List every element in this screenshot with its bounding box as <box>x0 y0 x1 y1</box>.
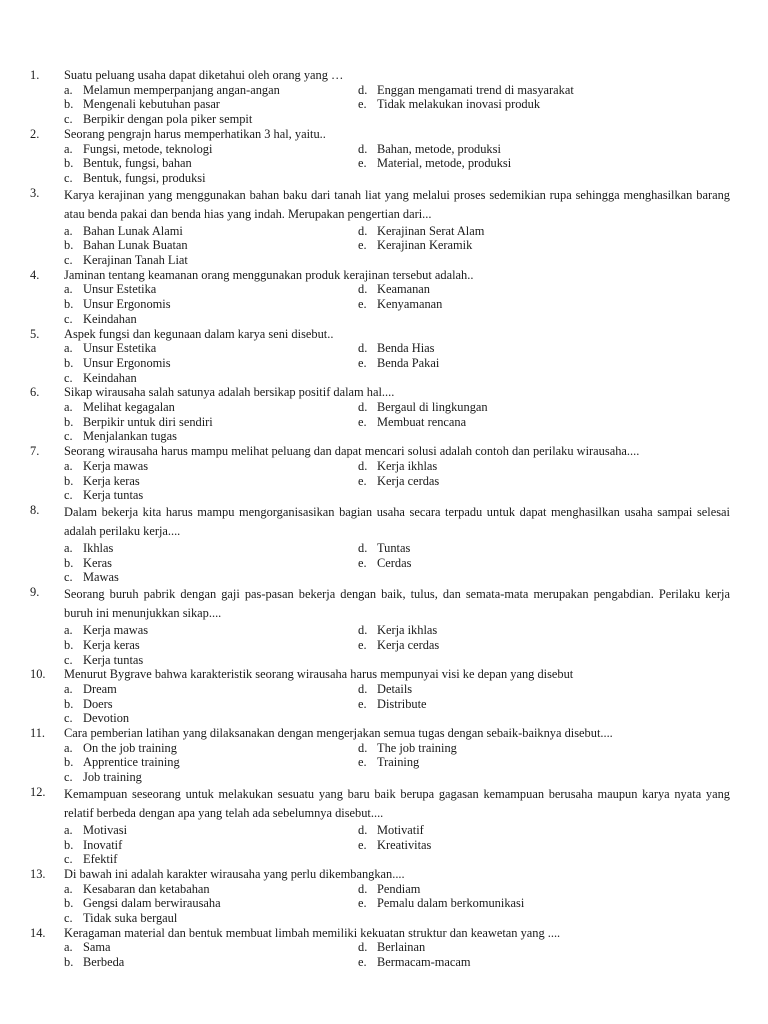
option-text: Unsur Ergonomis <box>83 297 171 312</box>
answer-option <box>64 940 358 955</box>
option-text: Melihat kegagalan <box>83 400 175 415</box>
answer-option <box>64 112 358 127</box>
option-letter: c. <box>64 652 73 667</box>
answer-option <box>64 682 358 697</box>
option-letter: b. <box>64 837 74 852</box>
option-letter: d. <box>358 341 368 356</box>
question-number: 11. <box>30 726 46 741</box>
option-text: Enggan mengamati trend di masyarakat <box>377 82 574 97</box>
answer-option <box>64 882 358 897</box>
answer-option <box>64 97 358 112</box>
answer-option <box>358 838 658 853</box>
question-number: 6. <box>30 385 40 400</box>
option-letter: a. <box>64 881 73 896</box>
option-letter: a. <box>64 223 73 238</box>
option-letter: a. <box>64 141 73 156</box>
option-letter: d. <box>358 681 368 696</box>
option-letter: a. <box>64 822 73 837</box>
option-letter: b. <box>64 555 74 570</box>
option-text: Keindahan <box>83 370 137 385</box>
option-text: Kesabaran dan ketabahan <box>83 881 210 896</box>
answer-option <box>64 156 358 171</box>
option-letter: b. <box>64 637 74 652</box>
option-text: Kenyamanan <box>377 297 443 312</box>
option-letter: d. <box>358 458 368 473</box>
option-letter: a. <box>64 282 73 297</box>
option-letter: b. <box>64 696 74 711</box>
option-text: Kerja mawas <box>83 458 149 473</box>
answer-option <box>64 741 358 756</box>
option-text: Bahan, metode, produksi <box>377 141 501 156</box>
answer-option <box>358 697 658 712</box>
answer-option <box>358 224 658 239</box>
answer-option <box>358 156 658 171</box>
question <box>30 385 730 444</box>
option-letter: e. <box>358 238 367 253</box>
option-text: Menjalankan tugas <box>83 429 177 444</box>
option-letter: e. <box>358 473 367 488</box>
option-letter: d. <box>358 740 368 755</box>
option-letter: d. <box>358 141 368 156</box>
option-text: Kerajinan Keramik <box>377 238 473 253</box>
option-letter: e. <box>358 637 367 652</box>
option-letter: b. <box>64 156 74 171</box>
option-text: Fungsi, metode, teknologi <box>83 141 213 156</box>
answer-option <box>64 755 358 770</box>
option-text: Bahan Lunak Buatan <box>83 238 188 253</box>
option-text: Unsur Estetika <box>83 341 157 356</box>
answer-option <box>64 415 358 430</box>
option-text: Kerja cerdas <box>377 637 440 652</box>
answer-option <box>64 253 358 268</box>
option-letter: d. <box>358 540 368 555</box>
question-number: 12. <box>30 784 46 799</box>
question-text: Cara pemberian latihan yang dilaksanakan dengan mengerjakan semua tugas dengan sebaik-baiknya disebut.... <box>64 726 613 741</box>
answer-option <box>64 541 358 556</box>
answer-option <box>64 623 358 638</box>
answer-options <box>64 459 730 503</box>
option-letter: d. <box>358 623 368 638</box>
option-letter: b. <box>64 955 74 970</box>
option-letter: e. <box>358 297 367 312</box>
option-letter: e. <box>358 955 367 970</box>
answer-options <box>64 741 730 785</box>
answer-options <box>64 83 730 127</box>
option-text: Devotion <box>83 711 130 726</box>
question-text: Karya kerajinan yang menggunakan bahan baku dari tanah liat yang melalui proses sedemikian rupa sehingga menghasilkan barang atau benda pakai dan benda hias yang indah. Merupakan pengertian dari... <box>64 187 730 221</box>
answer-option <box>64 697 358 712</box>
answer-option <box>358 415 658 430</box>
option-letter: d. <box>358 223 368 238</box>
question <box>30 866 730 926</box>
option-text: Mengenali kebutuhan pasar <box>83 97 220 112</box>
option-letter: a. <box>64 82 73 97</box>
answer-option <box>64 838 358 853</box>
option-letter: c. <box>64 253 73 268</box>
option-letter: a. <box>64 458 73 473</box>
answer-option <box>64 570 358 585</box>
option-letter: b. <box>64 355 74 370</box>
option-letter: c. <box>64 311 73 326</box>
question-number: 1. <box>30 68 40 82</box>
option-text: Tidak melakukan inovasi produk <box>377 97 541 112</box>
option-text: Job training <box>83 770 142 785</box>
answer-option <box>358 356 658 371</box>
option-text: Membuat rencana <box>377 414 467 429</box>
question <box>30 925 730 970</box>
question-text: Seorang wirausaha harus mampu melihat peluang dan dapat mencari solusi adalah contoh dan perilaku wirausaha.... <box>64 444 640 459</box>
option-letter: c. <box>64 711 73 726</box>
option-letter: c. <box>64 488 73 503</box>
answer-option <box>64 341 358 356</box>
question-text: Aspek fungsi dan kegunaan dalam karya seni disebut.. <box>64 326 334 341</box>
answer-option <box>358 459 658 474</box>
question-text: Jaminan tentang keamanan orang menggunakan produk kerajinan tersebut adalah.. <box>64 267 474 282</box>
question <box>30 667 730 726</box>
option-text: Kerja tuntas <box>83 488 144 503</box>
question-number: 13. <box>30 866 46 881</box>
question-text: Dalam bekerja kita harus mampu mengorganisasikan bagian usaha secara terpadu untuk dapat menghasilkan usaha sampai selesai adalah perilaku kerja.... <box>64 504 730 538</box>
answer-options <box>64 400 730 444</box>
option-letter: c. <box>64 370 73 385</box>
option-text: Cerdas <box>377 555 412 570</box>
option-text: Pemalu dalam berkomunikasi <box>377 896 525 911</box>
option-letter: d. <box>358 282 368 297</box>
answer-option <box>64 142 358 157</box>
question <box>30 326 730 386</box>
option-letter: b. <box>64 297 74 312</box>
answer-option <box>64 911 358 926</box>
answer-option <box>64 474 358 489</box>
option-text: Berpikir untuk diri sendiri <box>83 414 213 429</box>
option-text: Tidak suka bergaul <box>83 911 178 926</box>
option-text: Kerja mawas <box>83 623 149 638</box>
question-number: 10. <box>30 667 46 682</box>
question-text: Seorang buruh pabrik dengan gaji pas-pasan bekerja dengan baik, tulus, dan semata-mata merupakan pengabdian. Perilaku kerja buruh ini menunjukkan sikap.... <box>64 587 730 621</box>
answer-option <box>64 312 358 327</box>
option-letter: e. <box>358 97 367 112</box>
question <box>30 726 730 785</box>
option-text: Unsur Estetika <box>83 282 157 297</box>
answer-option <box>64 955 358 970</box>
option-text: Kerja tuntas <box>83 652 144 667</box>
option-text: Berbeda <box>83 955 125 970</box>
answer-option <box>64 429 358 444</box>
option-text: Berpikir dengan pola piker sempit <box>83 112 253 127</box>
answer-option <box>64 823 358 838</box>
answer-option <box>358 142 658 157</box>
question-number: 2. <box>30 126 40 141</box>
option-text: Pendiam <box>377 881 421 896</box>
answer-option <box>358 556 658 571</box>
option-text: Apprentice training <box>83 755 180 770</box>
option-letter: b. <box>64 414 74 429</box>
option-letter: a. <box>64 623 73 638</box>
answer-options <box>64 341 730 385</box>
question <box>30 585 730 667</box>
answer-option <box>358 741 658 756</box>
question-text: Suatu peluang usaha dapat diketahui oleh orang yang … <box>64 68 344 82</box>
answer-option <box>64 356 358 371</box>
option-text: Bentuk, fungsi, produksi <box>83 170 206 185</box>
option-letter: b. <box>64 755 74 770</box>
option-text: Material, metode, produksi <box>377 156 512 171</box>
option-text: Bermacam-macam <box>377 955 471 970</box>
option-text: Kerja ikhlas <box>377 623 438 638</box>
option-letter: e. <box>358 355 367 370</box>
option-letter: b. <box>64 473 74 488</box>
answer-option <box>358 400 658 415</box>
answer-options <box>64 541 730 585</box>
question-number: 8. <box>30 502 40 517</box>
answer-option <box>358 623 658 638</box>
option-text: Motivatif <box>377 822 424 837</box>
answer-option <box>358 97 658 112</box>
option-text: Mawas <box>83 570 119 585</box>
question <box>30 502 730 585</box>
question-number: 9. <box>30 585 40 600</box>
option-letter: a. <box>64 400 73 415</box>
option-text: Kerajinan Tanah Liat <box>83 253 188 268</box>
question-text: Seorang pengrajn harus memperhatikan 3 hal, yaitu.. <box>64 126 326 141</box>
answer-option <box>64 297 358 312</box>
question-number: 14. <box>30 925 46 940</box>
answer-option <box>64 896 358 911</box>
answer-options <box>64 823 730 867</box>
option-text: Bahan Lunak Alami <box>83 223 183 238</box>
answer-options <box>64 882 730 926</box>
option-letter: e. <box>358 414 367 429</box>
option-text: Keamanan <box>377 282 430 297</box>
answer-options <box>64 282 730 326</box>
option-letter: e. <box>358 156 367 171</box>
answer-option <box>358 238 658 253</box>
answer-option <box>64 224 358 239</box>
option-text: Benda Hias <box>377 341 435 356</box>
option-letter: c. <box>64 911 73 926</box>
option-letter: b. <box>64 896 74 911</box>
option-text: Efektif <box>83 852 118 867</box>
option-text: Inovatif <box>83 837 123 852</box>
option-letter: b. <box>64 238 74 253</box>
option-letter: a. <box>64 940 73 955</box>
option-letter: e. <box>358 837 367 852</box>
question-text: Sikap wirausaha salah satunya adalah bersikap positif dalam hal.... <box>64 385 395 400</box>
answer-option <box>358 474 658 489</box>
answer-option <box>358 83 658 98</box>
option-text: Unsur Ergonomis <box>83 355 171 370</box>
question <box>30 784 730 867</box>
question-number: 3. <box>30 185 40 200</box>
answer-option <box>358 682 658 697</box>
answer-option <box>358 896 658 911</box>
question-text: Di bawah ini adalah karakter wirausaha yang perlu dikembangkan.... <box>64 866 405 881</box>
answer-option <box>64 488 358 503</box>
option-text: Kerajinan Serat Alam <box>377 223 485 238</box>
answer-option <box>64 711 358 726</box>
question-text: Keragaman material dan bentuk membuat limbah memiliki kekuatan struktur dan keawetan yang .... <box>64 925 561 940</box>
answer-option <box>64 638 358 653</box>
answer-option <box>358 297 658 312</box>
answer-option <box>358 638 658 653</box>
answer-option <box>64 83 358 98</box>
option-letter: c. <box>64 170 73 185</box>
answer-options <box>64 142 730 186</box>
option-text: Bergaul di lingkungan <box>377 400 488 415</box>
option-text: Gengsi dalam berwirausaha <box>83 896 221 911</box>
question-text: Kemampuan seseorang untuk melakukan sesuatu yang baru baik berupa gagasan kemampuan berusaha maupun karya nyata yang relatif berbeda dengan apa yang telah ada sebelumnya disebut.... <box>64 786 730 820</box>
option-letter: d. <box>358 82 368 97</box>
option-text: Bentuk, fungsi, bahan <box>83 156 192 171</box>
option-letter: d. <box>358 400 368 415</box>
option-letter: e. <box>358 555 367 570</box>
answer-option <box>358 882 658 897</box>
option-text: Training <box>377 755 420 770</box>
option-text: Kerja keras <box>83 637 140 652</box>
answer-option <box>358 541 658 556</box>
question <box>30 68 730 127</box>
option-letter: a. <box>64 341 73 356</box>
answer-options <box>64 224 730 268</box>
option-letter: c. <box>64 429 73 444</box>
answer-option <box>64 459 358 474</box>
option-letter: d. <box>358 881 368 896</box>
option-text: Kreativitas <box>377 837 432 852</box>
answer-option <box>64 171 358 186</box>
question <box>30 126 730 186</box>
option-text: Benda Pakai <box>377 355 440 370</box>
option-text: The job training <box>377 740 457 755</box>
option-letter: e. <box>358 696 367 711</box>
option-text: Kerja cerdas <box>377 473 440 488</box>
option-text: Sama <box>83 940 111 955</box>
option-letter: c. <box>64 570 73 585</box>
option-text: Kerja keras <box>83 473 140 488</box>
option-text: Details <box>377 681 413 696</box>
option-text: Motivasi <box>83 822 128 837</box>
answer-option <box>64 282 358 297</box>
answer-options <box>64 682 730 726</box>
answer-option <box>64 238 358 253</box>
option-letter: e. <box>358 896 367 911</box>
option-letter: c. <box>64 112 73 127</box>
option-text: Melamun memperpanjang angan-angan <box>83 82 280 97</box>
option-text: Keras <box>83 555 112 570</box>
option-letter: c. <box>64 852 73 867</box>
question-number: 5. <box>30 326 40 341</box>
answer-option <box>64 852 358 867</box>
answer-options <box>64 623 730 667</box>
option-text: Distribute <box>377 696 427 711</box>
option-text: Kerja ikhlas <box>377 458 438 473</box>
option-letter: b. <box>64 97 74 112</box>
option-text: Dream <box>83 681 117 696</box>
answer-options <box>64 940 730 969</box>
option-text: On the job training <box>83 740 177 755</box>
option-text: Keindahan <box>83 311 137 326</box>
option-letter: d. <box>358 822 368 837</box>
option-letter: d. <box>358 940 368 955</box>
option-letter: a. <box>64 540 73 555</box>
answer-option <box>358 940 658 955</box>
answer-option <box>358 282 658 297</box>
option-letter: c. <box>64 770 73 785</box>
question-text: Menurut Bygrave bahwa karakteristik seorang wirausaha harus mempunyai visi ke depan yang disebut <box>64 667 574 682</box>
answer-option <box>358 341 658 356</box>
answer-option <box>64 770 358 785</box>
question <box>30 444 730 503</box>
option-letter: e. <box>358 755 367 770</box>
option-text: Tuntas <box>377 540 411 555</box>
option-letter: a. <box>64 740 73 755</box>
question-number: 7. <box>30 444 40 459</box>
answer-option <box>64 556 358 571</box>
question <box>30 185 730 268</box>
question <box>30 267 730 327</box>
answer-option <box>64 653 358 668</box>
option-text: Berlainan <box>377 940 426 955</box>
option-text: Ikhlas <box>83 540 114 555</box>
answer-option <box>358 755 658 770</box>
option-text: Doers <box>83 696 113 711</box>
answer-option <box>358 955 658 970</box>
answer-option <box>358 823 658 838</box>
question-number: 4. <box>30 267 40 282</box>
option-letter: a. <box>64 681 73 696</box>
answer-option <box>64 371 358 386</box>
answer-option <box>64 400 358 415</box>
